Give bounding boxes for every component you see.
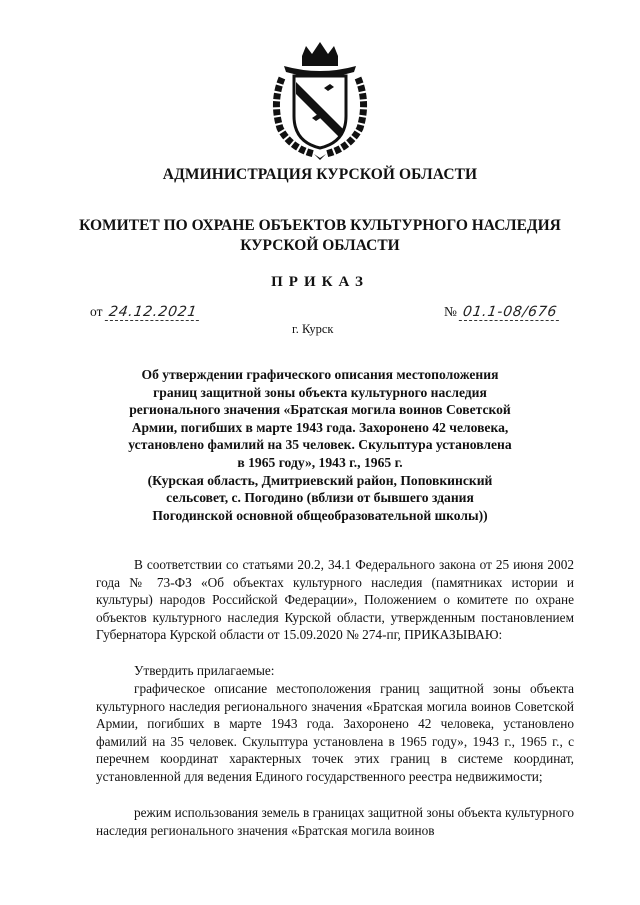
city-name: г. Курск [292, 322, 334, 336]
order-title [110, 366, 530, 524]
title-line: Армии, погибших в марте 1943 года. Захоронено 42 человека, [131, 419, 509, 435]
title-line: в 1965 году», 1943 г., 1965 г. [237, 454, 403, 470]
title-line: Об утверждении графического описания местоположения [141, 367, 499, 382]
title-line: сельсовет, с. Погодино (вблизи от бывшего здания [166, 490, 474, 506]
title-line: Погодинской основной общеобразовательной школы)) [152, 507, 488, 523]
coat-of-arms-emblem [268, 42, 372, 160]
body-paragraph-graphic-description: графическое описание местоположения границ защитной зоны объекта культурного наследия регионального значения «Братская могила воинов Советской Армии, погибших в марте 1943 года. Захоронено 42 человека, установлено фамилий на 35 человек. Скульптура установлена в 1965 году», 1943 г., 1965 г., с перечнем координат характерных точек этих границ в системе координат, установленной для ведения Единого государственного реестра недвижимости; [96, 681, 574, 784]
body-paragraph-approve: Утвердить прилагаемые: [134, 663, 275, 678]
committee-name [60, 216, 580, 256]
title-line: регионального значения «Братская могила воинов Советской [129, 402, 511, 418]
title-line: установлено фамилий на 35 человек. Скульптура установлена [128, 437, 512, 453]
administration-name: АДМИНИСТРАЦИЯ КУРСКОЙ ОБЛАСТИ [162, 166, 478, 183]
title-line: границ защитной зоны объекта культурного наследия [153, 384, 487, 400]
number-prefix: № [444, 304, 457, 319]
order-date [90, 304, 200, 321]
body-paragraph-land-use-regime: режим использования земель в границах защитной зоны объекта культурного наследия регионального значения «Братская могила воинов [96, 805, 574, 838]
title-line: (Курская область, Дмитриевский район, Поповкинский [147, 472, 493, 488]
committee-name-line1: КОМИТЕТ ПО ОХРАНЕ ОБЪЕКТОВ КУЛЬТУРНОГО НАСЛЕДИЯ [79, 217, 561, 234]
order-heading: ПРИКАЗ [271, 274, 369, 290]
order-number [444, 304, 560, 321]
committee-name-line2: КУРСКОЙ ОБЛАСТИ [240, 237, 400, 254]
date-prefix: от [90, 304, 103, 319]
body-paragraph-legal-basis: В соответствии со статьями 20.2, 34.1 Федерального закона от 25 июня 2002 года № 73-ФЗ «Об объектах культурного наследия (памятниках истории и культуры) народов Российской Федерации», Положением о комитете по охране объектов культурного наследия Курской области, утвержденным постановлением Губернатора Курской области от 15.09.2020 № 274-пг, ПРИКАЗЫВАЮ: [96, 557, 574, 643]
date-value: 24.12.2021 [105, 304, 201, 321]
number-value: 01.1-08/676 [459, 304, 561, 321]
